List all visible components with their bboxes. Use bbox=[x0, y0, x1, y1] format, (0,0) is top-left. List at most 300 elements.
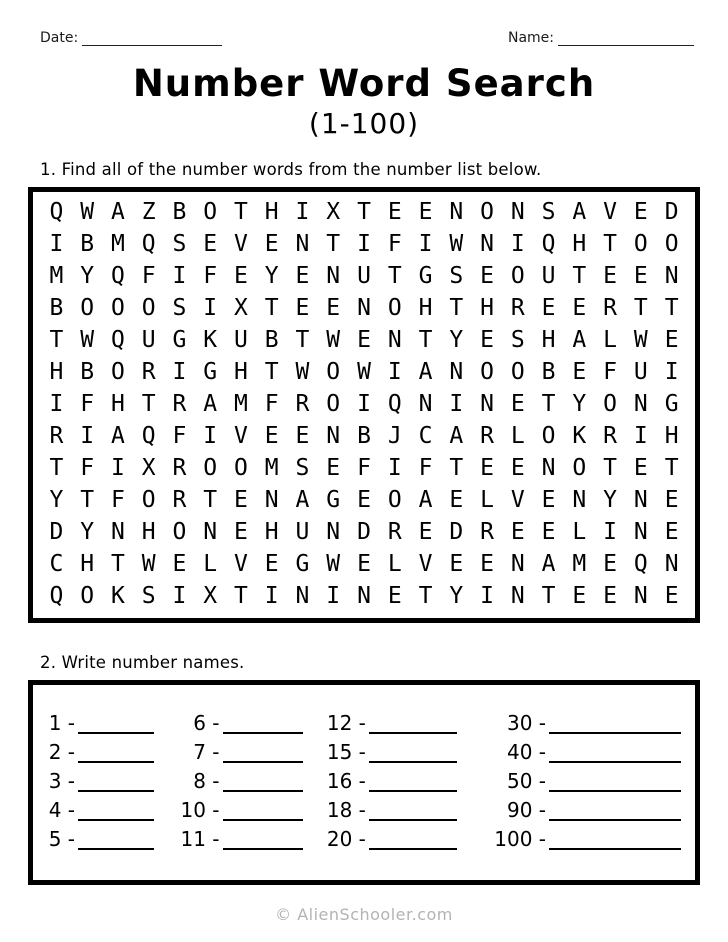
answer-blank bbox=[549, 770, 681, 792]
grid-letter: T bbox=[541, 583, 556, 609]
grid-letter: E bbox=[633, 199, 648, 225]
number-label: 3 - bbox=[48, 769, 75, 793]
grid-letter: Q bbox=[141, 231, 156, 257]
grid-letter: N bbox=[110, 519, 125, 545]
grid-letter: N bbox=[295, 231, 310, 257]
number-label: 90 - bbox=[506, 798, 546, 822]
grid-letter: O bbox=[387, 487, 402, 513]
grid-letter: T bbox=[603, 231, 618, 257]
grid-letter: I bbox=[480, 583, 494, 609]
grid-letter: H bbox=[234, 359, 248, 385]
grid-letter: V bbox=[418, 551, 433, 577]
number-label: 8 - bbox=[193, 769, 220, 793]
grid-letter: T bbox=[357, 199, 371, 225]
grid-letter: F bbox=[203, 263, 218, 289]
grid-letter: R bbox=[480, 519, 494, 545]
date-label: Date: bbox=[40, 30, 79, 46]
page-subtitle: (1-100) bbox=[308, 107, 420, 140]
grid-letter: L bbox=[603, 327, 618, 353]
grid-letter: G bbox=[172, 327, 187, 353]
grid-letter: W bbox=[357, 359, 371, 385]
grid-letter: D bbox=[664, 199, 679, 225]
grid-letter: M bbox=[572, 551, 587, 577]
number-label: 1 - bbox=[48, 711, 75, 735]
name-label: Name: bbox=[507, 30, 554, 46]
grid-letter: L bbox=[480, 487, 494, 513]
grid-letter: J bbox=[387, 423, 402, 449]
grid-letter: D bbox=[49, 519, 64, 545]
grid-letter: E bbox=[264, 231, 279, 257]
grid-letter: B bbox=[172, 199, 187, 225]
grid-letter: E bbox=[449, 551, 464, 577]
grid-letter: R bbox=[172, 455, 187, 481]
number-label: 15 - bbox=[326, 740, 366, 764]
number-label: 6 - bbox=[193, 711, 220, 735]
grid-letter: O bbox=[480, 199, 494, 225]
grid-letter: F bbox=[80, 391, 95, 417]
grid-letter: T bbox=[80, 487, 95, 513]
grid-letter: Y bbox=[80, 519, 95, 545]
grid-letter: E bbox=[664, 519, 679, 545]
grid-letter: F bbox=[141, 263, 156, 289]
grid-letter: H bbox=[141, 519, 156, 545]
grid-letter: U bbox=[541, 263, 556, 289]
grid-letter: K bbox=[203, 327, 218, 353]
number-name-entry bbox=[322, 734, 492, 763]
grid-letter: T bbox=[449, 295, 464, 321]
grid-letter: O bbox=[480, 359, 494, 385]
grid-letter: F bbox=[387, 231, 402, 257]
grid-letter: E bbox=[541, 295, 556, 321]
grid-letter: H bbox=[264, 199, 279, 225]
grid-letter: R bbox=[603, 295, 618, 321]
grid-letter: T bbox=[49, 327, 64, 353]
grid-letter: T bbox=[418, 583, 433, 609]
grid-letter: V bbox=[234, 423, 248, 449]
grid-letter: M bbox=[110, 231, 125, 257]
grid-letter: H bbox=[80, 551, 95, 577]
grid-letter: A bbox=[110, 423, 125, 449]
grid-letter: Y bbox=[449, 583, 464, 609]
number-label: 11 - bbox=[180, 827, 220, 851]
answer-blank bbox=[549, 712, 681, 734]
grid-letter: I bbox=[172, 263, 187, 289]
grid-letter: O bbox=[664, 231, 679, 257]
grid-letter: R bbox=[172, 391, 187, 417]
grid-letter: Q bbox=[633, 551, 648, 577]
grid-letter: B bbox=[264, 327, 279, 353]
grid-letter: B bbox=[80, 359, 95, 385]
number-names-column bbox=[178, 705, 322, 850]
grid-letter: W bbox=[633, 327, 648, 353]
answer-blank bbox=[549, 799, 681, 821]
answer-blank bbox=[78, 770, 154, 792]
grid-letter: V bbox=[234, 551, 248, 577]
grid-letter: K bbox=[572, 423, 587, 449]
grid-letter: T bbox=[141, 391, 156, 417]
grid-letter: W bbox=[326, 327, 341, 353]
grid-letter: E bbox=[603, 583, 618, 609]
number-names-column bbox=[43, 705, 178, 850]
grid-letter: I bbox=[387, 455, 402, 481]
grid-letter: E bbox=[572, 359, 587, 385]
grid-letter: U bbox=[633, 359, 648, 385]
grid-letter: R bbox=[480, 423, 494, 449]
grid-letter: E bbox=[295, 423, 310, 449]
grid-letter: G bbox=[326, 487, 341, 513]
grid-letter: H bbox=[110, 391, 125, 417]
grid-letter: T bbox=[234, 583, 248, 609]
grid-letter: I bbox=[326, 583, 341, 609]
grid-letter: Q bbox=[110, 263, 125, 289]
grid-letter: T bbox=[541, 391, 556, 417]
grid-letter: L bbox=[387, 551, 402, 577]
grid-letter: T bbox=[418, 327, 433, 353]
answer-blank bbox=[223, 770, 303, 792]
grid-letter: Q bbox=[387, 391, 402, 417]
number-name-entry bbox=[43, 763, 178, 792]
number-name-entry bbox=[492, 705, 681, 734]
grid-letter: T bbox=[664, 455, 679, 481]
grid-letter: S bbox=[172, 295, 187, 321]
grid-letter: T bbox=[387, 263, 402, 289]
number-names-box bbox=[28, 680, 700, 885]
number-name-entry bbox=[43, 734, 178, 763]
grid-letter: O bbox=[80, 583, 95, 609]
grid-letter: E bbox=[480, 327, 494, 353]
instruction-find-words: 1. Find all of the number words from the number list below. bbox=[40, 160, 542, 179]
grid-letter: N bbox=[264, 487, 279, 513]
grid-letter: O bbox=[141, 295, 156, 321]
grid-letter: E bbox=[387, 199, 402, 225]
grid-letter: O bbox=[387, 295, 402, 321]
grid-letter: O bbox=[203, 455, 218, 481]
grid-letter: N bbox=[295, 583, 310, 609]
grid-letter: Y bbox=[572, 391, 587, 417]
number-label: 5 - bbox=[48, 827, 75, 851]
grid-letter: O bbox=[110, 295, 125, 321]
grid-letter: U bbox=[234, 327, 248, 353]
grid-letter: N bbox=[387, 327, 402, 353]
grid-letter: O bbox=[603, 391, 618, 417]
answer-blank bbox=[369, 712, 457, 734]
grid-letter: I bbox=[172, 583, 187, 609]
grid-letter: I bbox=[203, 295, 218, 321]
grid-letter: E bbox=[541, 519, 556, 545]
name-blank-line bbox=[558, 31, 694, 46]
grid-letter: B bbox=[357, 423, 371, 449]
grid-letter: I bbox=[357, 391, 371, 417]
grid-letter: S bbox=[295, 455, 310, 481]
grid-letter: S bbox=[541, 199, 556, 225]
grid-letter: I bbox=[172, 359, 187, 385]
grid-letter: G bbox=[295, 551, 310, 577]
grid-letter: N bbox=[633, 487, 648, 513]
grid-letter: O bbox=[110, 359, 125, 385]
grid-letter: E bbox=[264, 423, 279, 449]
grid-letter: E bbox=[480, 263, 494, 289]
grid-letter: R bbox=[141, 359, 156, 385]
grid-letter: R bbox=[603, 423, 618, 449]
grid-letter: N bbox=[418, 391, 433, 417]
grid-letter: V bbox=[603, 199, 618, 225]
grid-letter: H bbox=[480, 295, 494, 321]
grid-letter: R bbox=[172, 487, 187, 513]
grid-letter: F bbox=[418, 455, 433, 481]
grid-letter: X bbox=[141, 455, 156, 481]
grid-letter: O bbox=[633, 231, 648, 257]
grid-letter: E bbox=[326, 455, 341, 481]
grid-letter: I bbox=[110, 455, 125, 481]
grid-letter: A bbox=[110, 199, 125, 225]
grid-letter: W bbox=[326, 551, 341, 577]
grid-letter: N bbox=[633, 519, 648, 545]
grid-letter: T bbox=[234, 199, 248, 225]
grid-letter: T bbox=[264, 295, 279, 321]
grid-letter: O bbox=[234, 455, 248, 481]
page-title: Number Word Search bbox=[132, 62, 596, 105]
grid-letter: E bbox=[510, 455, 525, 481]
grid-letter: Y bbox=[264, 263, 279, 289]
number-names-column bbox=[322, 705, 492, 850]
header bbox=[0, 0, 728, 46]
grid-letter: E bbox=[664, 487, 679, 513]
grid-letter: E bbox=[603, 551, 618, 577]
grid-letter: N bbox=[357, 583, 371, 609]
grid-letter: S bbox=[449, 263, 464, 289]
grid-letter: I bbox=[449, 391, 464, 417]
grid-letter: E bbox=[234, 487, 248, 513]
grid-letter: N bbox=[572, 487, 587, 513]
title-block bbox=[0, 62, 728, 140]
answer-blank bbox=[549, 741, 681, 763]
grid-letter: O bbox=[80, 295, 95, 321]
grid-letter: Y bbox=[49, 487, 64, 513]
grid-letter: A bbox=[203, 391, 218, 417]
grid-letter: V bbox=[234, 231, 248, 257]
grid-letter: H bbox=[664, 423, 679, 449]
grid-letter: F bbox=[172, 423, 187, 449]
answer-blank bbox=[369, 799, 457, 821]
grid-letter: D bbox=[449, 519, 464, 545]
grid-letter: G bbox=[203, 359, 218, 385]
number-name-entry bbox=[492, 821, 681, 850]
grid-letter: W bbox=[80, 199, 95, 225]
grid-letter: T bbox=[603, 455, 618, 481]
grid-letter: I bbox=[664, 359, 679, 385]
grid-letter: Y bbox=[80, 263, 95, 289]
number-label: 18 - bbox=[326, 798, 366, 822]
grid-letter: H bbox=[541, 327, 556, 353]
grid-letter: W bbox=[141, 551, 156, 577]
grid-letter: A bbox=[449, 423, 464, 449]
grid-letter: E bbox=[357, 487, 371, 513]
answer-blank bbox=[78, 712, 154, 734]
answer-blank bbox=[369, 741, 457, 763]
grid-letter: R bbox=[510, 295, 525, 321]
word-search-grid bbox=[41, 196, 687, 612]
grid-letter: Q bbox=[541, 231, 556, 257]
grid-letter: E bbox=[295, 295, 310, 321]
grid-letter: N bbox=[449, 359, 464, 385]
grid-letter: F bbox=[603, 359, 618, 385]
grid-letter: T bbox=[633, 295, 648, 321]
grid-letter: L bbox=[203, 551, 218, 577]
grid-letter: N bbox=[510, 583, 525, 609]
grid-letter: I bbox=[49, 391, 64, 417]
number-name-entry bbox=[178, 821, 322, 850]
grid-letter: C bbox=[49, 551, 64, 577]
grid-letter: G bbox=[664, 391, 679, 417]
grid-letter: N bbox=[510, 199, 525, 225]
grid-letter: N bbox=[633, 583, 648, 609]
number-name-entry bbox=[178, 763, 322, 792]
number-name-entry bbox=[322, 821, 492, 850]
grid-letter: W bbox=[449, 231, 464, 257]
number-name-entry bbox=[322, 705, 492, 734]
number-name-entry bbox=[492, 734, 681, 763]
answer-blank bbox=[369, 770, 457, 792]
grid-letter: N bbox=[510, 551, 525, 577]
grid-letter: E bbox=[510, 519, 525, 545]
grid-letter: N bbox=[203, 519, 218, 545]
grid-letter: H bbox=[572, 231, 587, 257]
answer-blank bbox=[78, 741, 154, 763]
grid-letter: S bbox=[141, 583, 156, 609]
grid-letter: I bbox=[295, 199, 310, 225]
grid-letter: B bbox=[541, 359, 556, 385]
grid-letter: U bbox=[141, 327, 156, 353]
grid-letter: N bbox=[449, 199, 464, 225]
number-label: 50 - bbox=[506, 769, 546, 793]
grid-letter: E bbox=[172, 551, 187, 577]
grid-letter: I bbox=[264, 583, 279, 609]
grid-letter: O bbox=[172, 519, 187, 545]
grid-letter: E bbox=[480, 455, 494, 481]
grid-letter: E bbox=[203, 231, 218, 257]
grid-letter: G bbox=[418, 263, 433, 289]
grid-letter: M bbox=[234, 391, 248, 417]
number-label: 100 - bbox=[494, 827, 546, 851]
number-label: 12 - bbox=[326, 711, 366, 735]
answer-blank bbox=[223, 799, 303, 821]
grid-letter: A bbox=[541, 551, 556, 577]
grid-letter: T bbox=[326, 231, 341, 257]
grid-letter: E bbox=[295, 263, 310, 289]
grid-letter: T bbox=[264, 359, 279, 385]
grid-letter: N bbox=[326, 263, 341, 289]
grid-letter: Q bbox=[49, 199, 64, 225]
grid-letter: R bbox=[49, 423, 64, 449]
grid-letter: E bbox=[387, 583, 402, 609]
grid-letter: O bbox=[203, 199, 218, 225]
grid-letter: N bbox=[480, 391, 494, 417]
answer-blank bbox=[223, 712, 303, 734]
grid-letter: A bbox=[572, 199, 587, 225]
number-label: 10 - bbox=[180, 798, 220, 822]
grid-letter: L bbox=[572, 519, 587, 545]
grid-letter: I bbox=[49, 231, 64, 257]
grid-letter: E bbox=[418, 519, 433, 545]
grid-letter: T bbox=[203, 487, 218, 513]
grid-letter: V bbox=[510, 487, 525, 513]
grid-letter: E bbox=[234, 263, 248, 289]
grid-letter: T bbox=[49, 455, 64, 481]
grid-letter: E bbox=[234, 519, 248, 545]
grid-letter: R bbox=[387, 519, 402, 545]
grid-letter: W bbox=[80, 327, 95, 353]
grid-letter: E bbox=[664, 327, 679, 353]
grid-letter: Q bbox=[110, 327, 125, 353]
grid-letter: S bbox=[172, 231, 187, 257]
number-name-entry bbox=[178, 792, 322, 821]
grid-letter: I bbox=[418, 231, 433, 257]
grid-letter: I bbox=[633, 423, 648, 449]
grid-letter: Q bbox=[141, 423, 156, 449]
grid-letter: H bbox=[418, 295, 433, 321]
grid-letter: H bbox=[264, 519, 279, 545]
grid-letter: I bbox=[357, 231, 371, 257]
grid-letter: X bbox=[234, 295, 248, 321]
grid-letter: F bbox=[80, 455, 95, 481]
number-name-entry bbox=[492, 763, 681, 792]
number-name-entry bbox=[322, 792, 492, 821]
grid-letter: F bbox=[110, 487, 125, 513]
number-name-entry bbox=[322, 763, 492, 792]
grid-letter: F bbox=[357, 455, 371, 481]
grid-letter: U bbox=[357, 263, 371, 289]
grid-letter: N bbox=[633, 391, 648, 417]
answer-blank bbox=[78, 799, 154, 821]
grid-letter: N bbox=[664, 551, 679, 577]
grid-letter: E bbox=[357, 551, 371, 577]
number-name-entry bbox=[43, 821, 178, 850]
grid-letter: T bbox=[572, 263, 587, 289]
grid-letter: L bbox=[510, 423, 525, 449]
grid-letter: O bbox=[326, 359, 341, 385]
grid-letter: A bbox=[418, 487, 433, 513]
grid-letter: S bbox=[510, 327, 525, 353]
grid-letter: A bbox=[418, 359, 433, 385]
date-field bbox=[40, 30, 222, 46]
grid-letter: O bbox=[541, 423, 556, 449]
grid-letter: Q bbox=[49, 583, 64, 609]
grid-letter: O bbox=[326, 391, 341, 417]
grid-letter: A bbox=[295, 487, 310, 513]
instruction-write-names: 2. Write number names. bbox=[40, 653, 245, 672]
grid-letter: I bbox=[80, 423, 95, 449]
grid-letter: I bbox=[510, 231, 525, 257]
number-names-column bbox=[492, 705, 681, 850]
grid-letter: E bbox=[480, 551, 494, 577]
grid-letter: D bbox=[357, 519, 371, 545]
number-name-entry bbox=[492, 792, 681, 821]
grid-letter: B bbox=[49, 295, 64, 321]
grid-letter: R bbox=[295, 391, 310, 417]
grid-letter: I bbox=[203, 423, 218, 449]
grid-letter: A bbox=[572, 327, 587, 353]
grid-letter: Y bbox=[449, 327, 464, 353]
number-label: 20 - bbox=[326, 827, 366, 851]
grid-letter: Z bbox=[141, 199, 156, 225]
grid-letter: W bbox=[295, 359, 310, 385]
number-name-entry bbox=[178, 734, 322, 763]
grid-letter: E bbox=[572, 295, 587, 321]
grid-letter: T bbox=[110, 551, 125, 577]
number-label: 16 - bbox=[326, 769, 366, 793]
grid-letter: E bbox=[357, 327, 371, 353]
answer-blank bbox=[78, 828, 154, 850]
